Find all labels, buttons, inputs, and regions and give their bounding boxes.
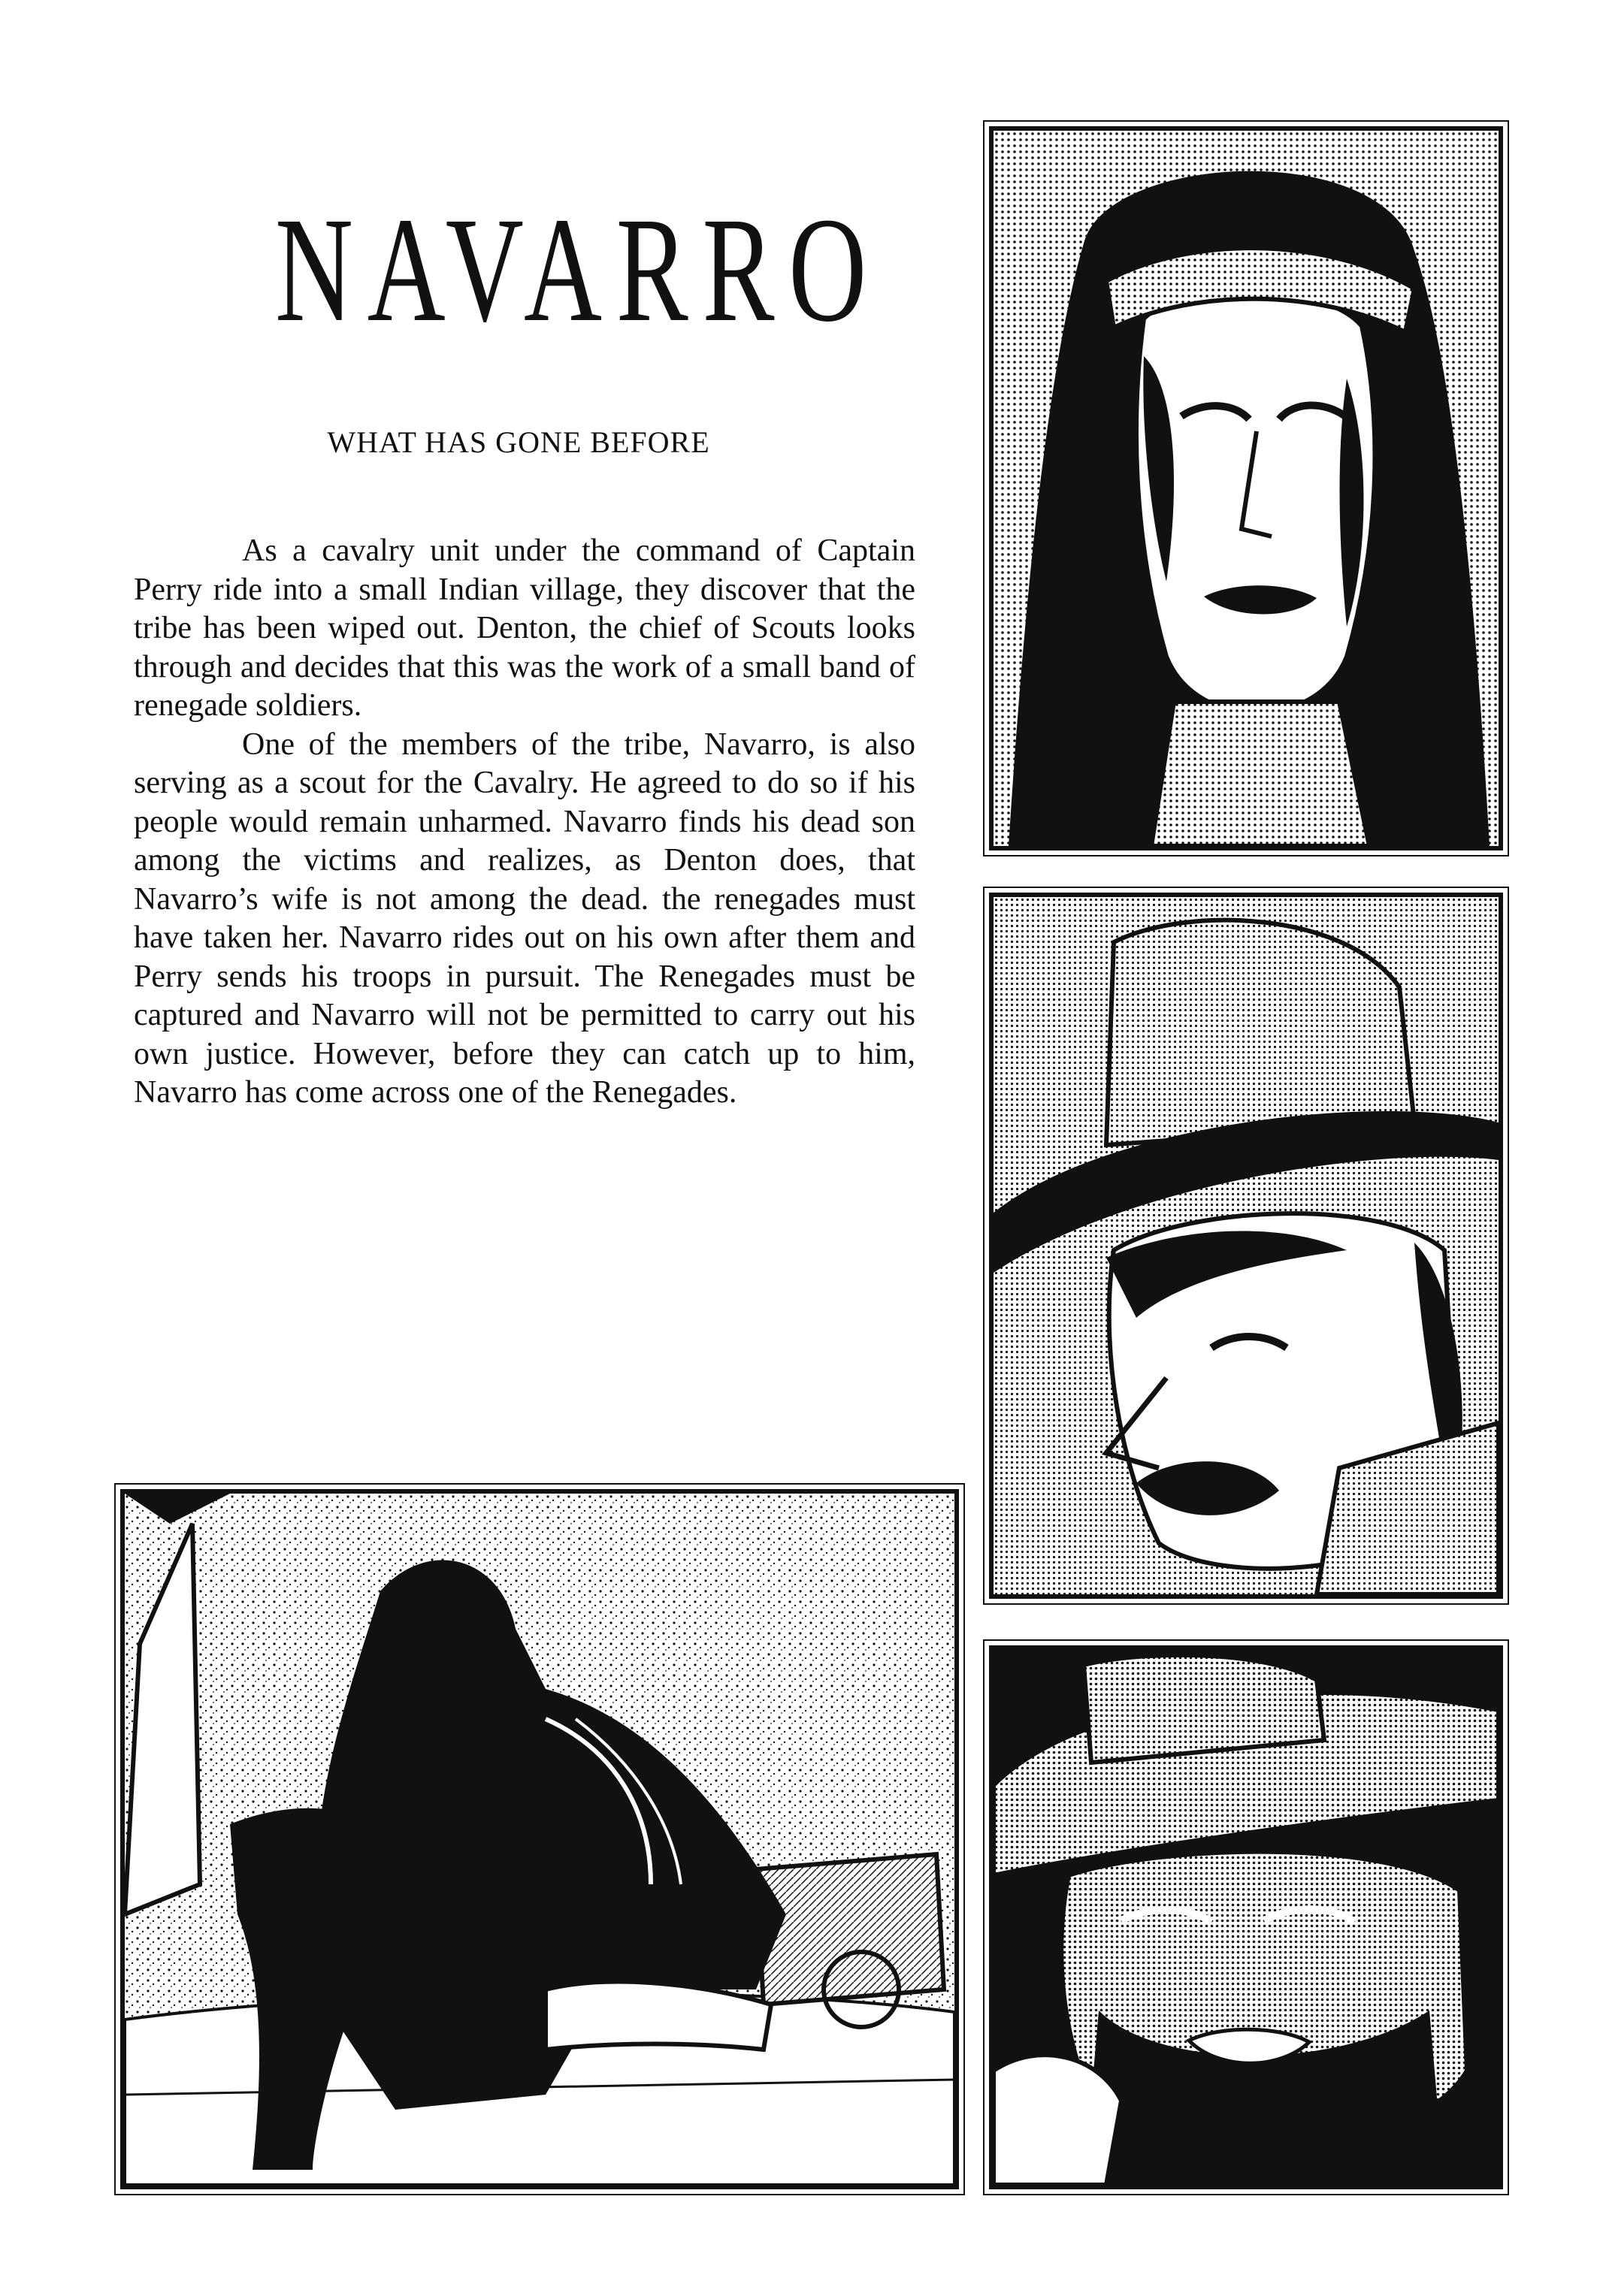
panel-navarro-portrait — [989, 126, 1503, 850]
mourning-scene-illustration — [125, 1494, 954, 2185]
panel-renegade-portrait — [989, 1645, 1503, 2189]
navarro-portrait-illustration — [994, 131, 1499, 846]
comic-title: NAVARRO — [275, 187, 881, 353]
renegade-portrait-illustration — [994, 1650, 1499, 2185]
panel-mourning-scene — [120, 1489, 959, 2189]
story-summary — [134, 532, 915, 1113]
section-subtitle: WHAT HAS GONE BEFORE — [327, 425, 710, 459]
summary-paragraph-2: One of the members of the tribe, Navarro, is also serving as a scout for the Cavalry. He agreed to do so if his people would remain unharmed. Navarro finds his dead son among the victims and realizes, as Denton does, that Navarro’s wife is not among the dead. the renegades must have taken her. Navarro rides out on his own after them and Perry sends his troops in pursuit. The Renegades must be captured and Navarro will not be permitted to carry out his own justice. However, before they can catch up to him, Navarro has come across one of the Renegades. — [134, 727, 915, 1110]
summary-paragraph-1: As a cavalry unit under the command of Captain Perry ride into a small Indian village, they discover that the tribe has been wiped out. Denton, the chief of Scouts looks through and decides that this was the work of a small band of renegade soldiers. — [134, 533, 915, 723]
cavalry-portrait-illustration — [994, 897, 1499, 1594]
panel-cavalry-portrait — [989, 893, 1503, 1599]
